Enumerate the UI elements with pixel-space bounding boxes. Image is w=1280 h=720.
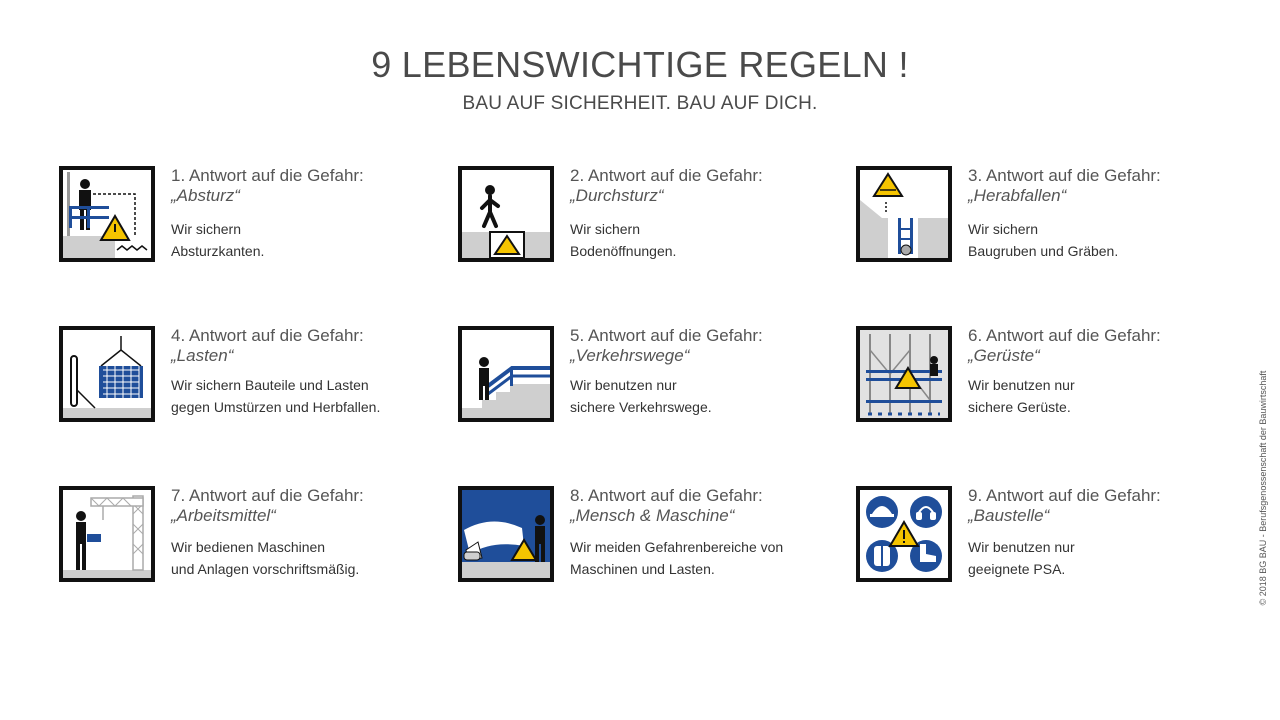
rule-hazard: „Gerüste“ xyxy=(968,346,1040,365)
floor-opening-icon xyxy=(458,166,554,262)
copyright-notice: © 2018 BG BAU - Berufsgenossenschaft der Bauwirtschaft xyxy=(1258,370,1268,606)
suspended-load-icon xyxy=(59,326,155,422)
rule-description xyxy=(968,218,1268,262)
rule-description xyxy=(968,536,1268,580)
rule-description xyxy=(171,374,471,418)
rule-4 xyxy=(59,326,459,426)
rule-hazard: „Baustelle“ xyxy=(968,506,1050,525)
rule-heading: 8. Antwort auf die Gefahr: xyxy=(570,486,763,505)
rule-description-line: Maschinen und Lasten. xyxy=(570,561,715,577)
rule-description-line: sichere Verkehrswege. xyxy=(570,399,712,415)
rule-hazard: „Mensch & Maschine“ xyxy=(570,506,735,525)
rule-description-line: Baugruben und Gräben. xyxy=(968,243,1119,259)
rule-3 xyxy=(856,166,1256,266)
rule-hazard: „Lasten“ xyxy=(171,346,234,365)
ppe-icon xyxy=(856,486,952,582)
rule-description xyxy=(968,374,1268,418)
rule-heading: 9. Antwort auf die Gefahr: xyxy=(968,486,1161,505)
rule-description xyxy=(570,218,870,262)
rule-heading: 6. Antwort auf die Gefahr: xyxy=(968,326,1161,345)
rule-description-line: Wir meiden Gefahrenbereiche von xyxy=(570,539,784,555)
scaffold-icon xyxy=(856,326,952,422)
rule-6 xyxy=(856,326,1256,426)
excavator-danger-icon xyxy=(458,486,554,582)
rule-description-line: Wir benutzen nur xyxy=(968,377,1075,393)
rule-description-line: geeignete PSA. xyxy=(968,561,1066,577)
rule-description-line: sichere Gerüste. xyxy=(968,399,1071,415)
rule-description-line: Wir benutzen nur xyxy=(570,377,677,393)
rule-heading: 3. Antwort auf die Gefahr: xyxy=(968,166,1161,185)
rule-5 xyxy=(458,326,858,426)
rule-heading: 1. Antwort auf die Gefahr: xyxy=(171,166,364,185)
rule-heading: 5. Antwort auf die Gefahr: xyxy=(570,326,763,345)
trench-icon xyxy=(856,166,952,262)
rule-description-line: Wir bedienen Maschinen xyxy=(171,539,326,555)
rule-description-line: Wir sichern xyxy=(171,221,242,237)
rule-description-line: Wir sichern Bauteile und Lasten xyxy=(171,377,369,393)
rule-description-line: Wir sichern xyxy=(968,221,1039,237)
fall-hazard-icon xyxy=(59,166,155,262)
rule-description xyxy=(570,536,870,580)
rule-7 xyxy=(59,486,459,586)
rule-description-line: Wir benutzen nur xyxy=(968,539,1075,555)
rule-description-line: Wir sichern xyxy=(570,221,641,237)
rule-description-line: Absturzkanten. xyxy=(171,243,265,259)
rule-hazard: „Verkehrswege“ xyxy=(570,346,690,365)
rule-1 xyxy=(59,166,459,266)
rule-heading: 2. Antwort auf die Gefahr: xyxy=(570,166,763,185)
rule-description-line: Bodenöffnungen. xyxy=(570,243,677,259)
crane-operator-icon xyxy=(59,486,155,582)
rule-description xyxy=(171,536,471,580)
stairs-railing-icon xyxy=(458,326,554,422)
rule-2 xyxy=(458,166,858,266)
rule-heading: 4. Antwort auf die Gefahr: xyxy=(171,326,364,345)
rule-hazard: „Arbeitsmittel“ xyxy=(171,506,276,525)
rule-8 xyxy=(458,486,858,586)
rule-description-line: und Anlagen vorschriftsmäßig. xyxy=(171,561,360,577)
rule-heading: 7. Antwort auf die Gefahr: xyxy=(171,486,364,505)
rule-9 xyxy=(856,486,1256,586)
rule-description xyxy=(570,374,870,418)
rule-description-line: gegen Umstürzen und Herbfallen. xyxy=(171,399,381,415)
page-subtitle: BAU AUF SICHERHEIT. BAU AUF DICH. xyxy=(462,93,818,114)
rule-hazard: „Durchsturz“ xyxy=(570,186,664,205)
rule-hazard: „Absturz“ xyxy=(171,186,240,205)
rule-description xyxy=(171,218,471,262)
page-title: 9 LEBENSWICHTIGE REGELN ! xyxy=(371,44,909,85)
rule-hazard: „Herabfallen“ xyxy=(968,186,1067,205)
